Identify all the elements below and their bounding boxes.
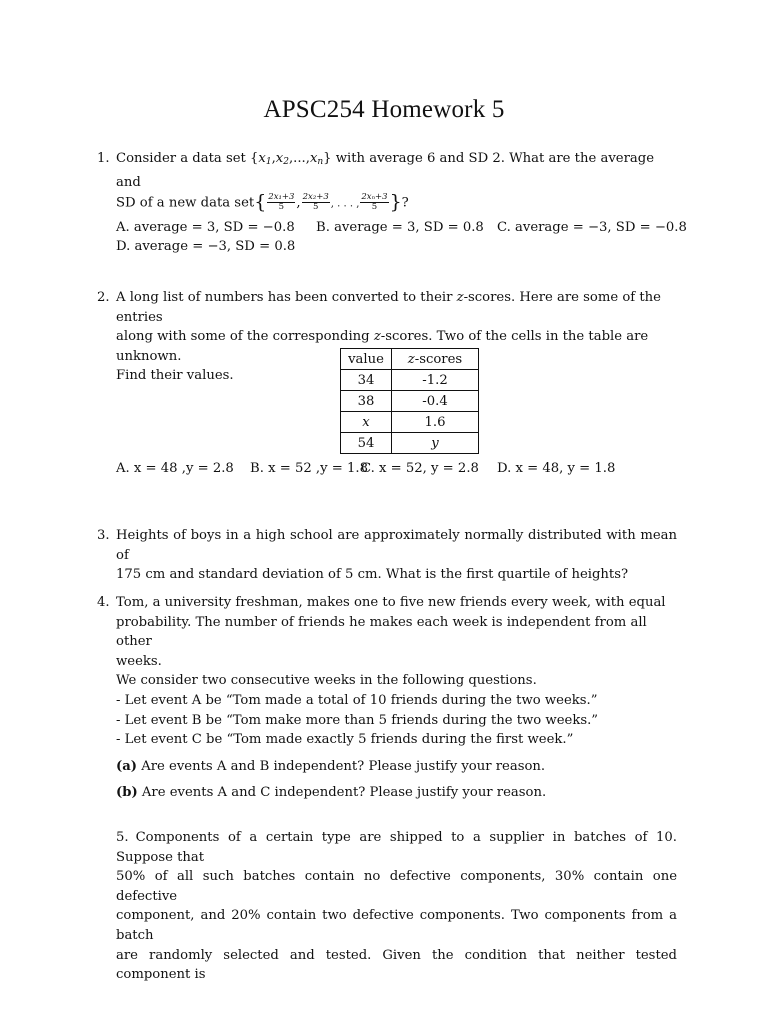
question-line: - Let event A be “Tom made a total of 10 friends during the two weeks.”: [116, 692, 598, 708]
option-a: A. x = 48 ,y = 2.8: [116, 461, 234, 476]
text-span: -scores. Here are some of the entries: [116, 290, 661, 325]
text-span: , . . . ,: [330, 198, 360, 210]
option-c: C. average = −3, SD = −0.8: [497, 220, 687, 235]
text-span: -scores: [414, 351, 463, 367]
text-span: Consider a data set {: [116, 151, 259, 166]
math-var: x: [258, 151, 266, 166]
text-span: A long list of numbers has been converted to their: [116, 290, 457, 305]
page-title: APSC254 Homework 5: [263, 96, 505, 123]
option-d: D. x = 48, y = 1.8: [497, 461, 616, 476]
text-span: SD of a new data set: [116, 195, 255, 211]
fraction-numerator: 2x₂+3: [302, 192, 329, 203]
question-number: 1.: [97, 151, 110, 166]
question-1-text: [116, 149, 677, 214]
fraction: [267, 193, 295, 212]
table-row: [341, 433, 479, 454]
question-line: [116, 193, 677, 214]
fraction-numerator: 2x₁+3: [268, 192, 295, 203]
math-var: x: [362, 414, 370, 430]
option-d: D. average = −3, SD = 0.8: [116, 239, 296, 254]
part-label: (b): [116, 785, 138, 801]
option-c: C. x = 52, y = 2.8: [361, 461, 479, 476]
text-span: ,: [271, 151, 276, 166]
question-line: probability. The number of friends he makes each week is independent from all other: [116, 614, 647, 650]
math-var: z: [407, 351, 415, 367]
option-b: B. average = 3, SD = 0.8: [316, 220, 484, 235]
text-span: along with some of the corresponding: [116, 329, 374, 345]
question-part-b: [116, 783, 677, 803]
text-span: ?: [401, 195, 409, 211]
question-line: - Let event C be “Tom made exactly 5 friends during the first week.”: [116, 732, 574, 748]
question-number: 4.: [97, 595, 110, 610]
question-3: [97, 526, 677, 585]
fraction-numerator: 2xₙ+3: [361, 192, 388, 203]
question-line: 175 cm and standard deviation of 5 cm. What is the first quartile of heights?: [116, 567, 629, 583]
table-header-row: [341, 349, 479, 370]
table-cell: 38: [341, 391, 392, 412]
question-2-options-row: [116, 459, 676, 479]
math-var: x: [309, 151, 318, 166]
table-cell: [341, 412, 392, 433]
text-span: ,: [296, 195, 301, 211]
subscript: n: [317, 157, 324, 167]
question-line: Find their values.: [116, 368, 234, 384]
question-line: 50% of all such batches contain no defective components, 30% contain one defective: [116, 869, 677, 904]
math-var: z: [373, 329, 381, 345]
question-line: - Let event B be “Tom make more than 5 friends during the two weeks.”: [116, 712, 599, 728]
question-number: 2.: [97, 290, 110, 305]
left-brace: {: [254, 191, 267, 214]
option-a: A. average = 3, SD = −0.8: [116, 220, 295, 235]
question-5: [116, 828, 677, 985]
question-line: [116, 288, 677, 327]
subscript: 2: [283, 157, 289, 167]
question-5-text: [116, 828, 677, 985]
table-cell: 1.6: [392, 412, 479, 433]
question-line: weeks.: [116, 653, 162, 669]
question-line: [116, 828, 677, 867]
question-line: component, and 20% contain two defective components. Two components from a batch: [116, 908, 677, 943]
text-span: ,...,: [288, 151, 310, 166]
fraction: [360, 193, 388, 212]
text-span: -scores. Two of the cells in the table are unknown.: [116, 329, 649, 364]
table-row: [341, 391, 479, 412]
z-score-table: [340, 348, 479, 454]
part-label: (a): [116, 758, 138, 774]
text-span: } with average 6 and SD 2. What are the average and: [116, 151, 654, 190]
question-line: [116, 149, 677, 192]
subscript: 1: [265, 157, 272, 167]
table-row: [341, 370, 479, 391]
question-1-options-row-1: [116, 218, 687, 238]
math-var: z: [456, 290, 464, 305]
question-3-text: [116, 526, 677, 585]
fraction-denominator: 5: [312, 202, 319, 213]
question-line: Tom, a university freshman, makes one to five new friends every week, with equal: [116, 595, 666, 610]
question-4: [97, 593, 677, 803]
table-cell: 34: [341, 370, 392, 391]
question-number: 5.: [116, 830, 129, 845]
text-span: Components of a certain type are shipped to a supplier in batches of 10. Suppose that: [116, 830, 677, 865]
question-line: We consider two consecutive weeks in the following questions.: [116, 673, 537, 689]
question-line: are randomly selected and tested. Given the condition that neither tested component is: [116, 947, 677, 983]
table-row: [341, 412, 479, 433]
question-4-text: [116, 593, 677, 803]
option-b: B. x = 52 ,y = 1.8: [250, 461, 368, 476]
fraction-denominator: 5: [371, 202, 378, 213]
question-part-a: [116, 757, 677, 777]
table-cell: [392, 433, 479, 454]
fraction-denominator: 5: [278, 202, 285, 213]
fraction: [302, 193, 330, 212]
question-number: 3.: [97, 528, 110, 543]
right-brace: }: [389, 191, 402, 214]
text-span: Are events A and C independent? Please justify your reason.: [137, 785, 547, 801]
table-header: value: [341, 349, 392, 370]
table-cell: -1.2: [392, 370, 479, 391]
table-header: [392, 349, 479, 370]
table-cell: 54: [341, 433, 392, 454]
math-var: y: [431, 435, 439, 451]
table-cell: -0.4: [392, 391, 479, 412]
math-var: x: [275, 151, 284, 166]
text-span: Are events A and B independent? Please justify your reason.: [137, 758, 546, 774]
question-line: Heights of boys in a high school are approximately normally distributed with mean of: [116, 528, 677, 563]
question-1: [97, 149, 677, 214]
